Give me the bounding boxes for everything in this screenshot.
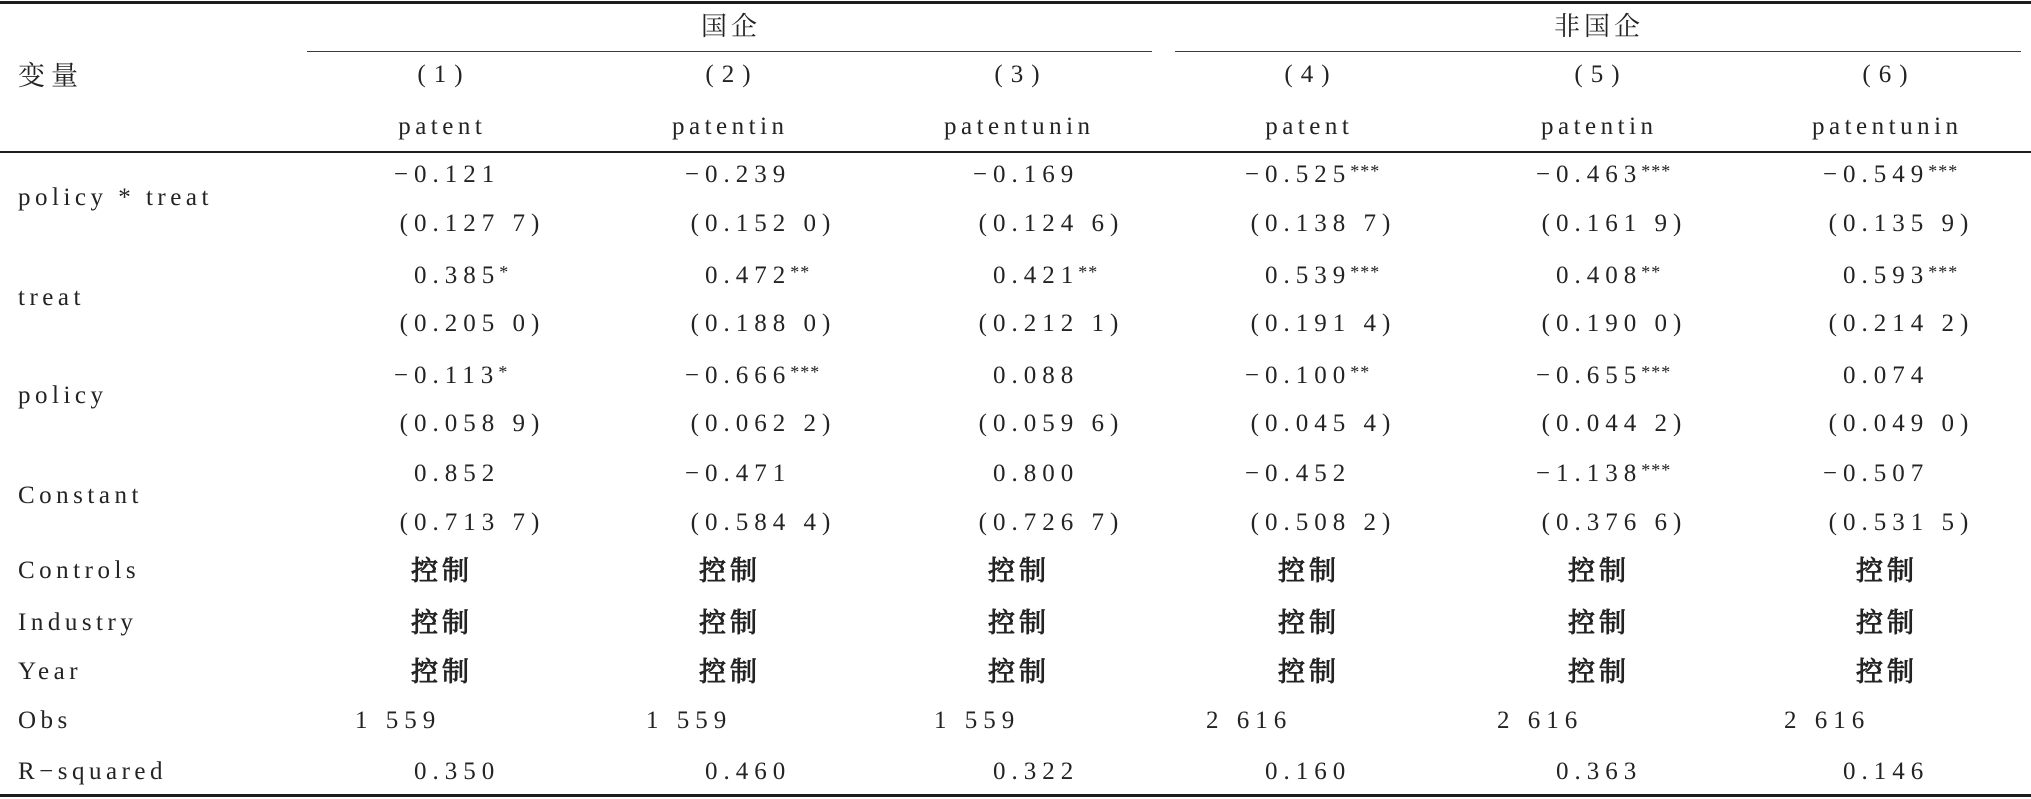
row-label: policy <box>18 382 108 409</box>
coefficient-value: −0.655 <box>1535 362 1643 389</box>
row-label: treat <box>18 284 85 311</box>
coefficient-cell <box>1536 158 1671 192</box>
standard-error-cell: (0.726 7) <box>978 509 1125 536</box>
coefficient-value: 0.800 <box>993 460 1080 487</box>
significance-stars: ** <box>1350 362 1371 382</box>
standard-error-cell: (0.124 6) <box>978 210 1125 237</box>
header-rule <box>0 151 2031 153</box>
significance-stars: *** <box>1641 460 1672 480</box>
dependent-variable: patentin <box>1540 113 1658 140</box>
row-label: Year <box>18 658 83 685</box>
row-label: Industry <box>18 609 138 636</box>
significance-stars: *** <box>1350 262 1381 282</box>
control-indicator-cell: 控制 <box>988 556 1050 586</box>
coefficient-value: −0.666 <box>684 362 792 389</box>
standard-error-cell: (0.191 4) <box>1250 310 1397 337</box>
standard-error-cell: (0.062 2) <box>690 410 837 437</box>
standard-error-cell: (0.212 1) <box>978 310 1125 337</box>
coefficient-cell <box>1823 158 1958 192</box>
standard-error-cell: (0.058 9) <box>399 410 546 437</box>
standard-error-cell: (0.508 2) <box>1250 509 1397 536</box>
column-number: (5) <box>1574 61 1628 88</box>
coefficient-value: −0.239 <box>684 161 792 188</box>
significance-stars: *** <box>1641 362 1672 382</box>
significance-stars: ** <box>790 262 811 282</box>
row-label: R−squared <box>18 758 168 785</box>
control-indicator-cell: 控制 <box>988 608 1050 638</box>
coefficient-cell <box>1823 457 1929 491</box>
standard-error-cell: (0.214 2) <box>1828 310 1975 337</box>
significance-stars: *** <box>790 362 821 382</box>
control-indicator-cell: 控制 <box>411 556 473 586</box>
significance-stars: *** <box>1928 262 1959 282</box>
standard-error-cell: (0.127 7) <box>399 210 546 237</box>
control-indicator-cell: 控制 <box>988 657 1050 687</box>
r-squared-cell: 0.363 <box>1556 758 1643 785</box>
standard-error-cell: (0.531 5) <box>1828 509 1975 536</box>
control-indicator-cell: 控制 <box>699 608 761 638</box>
standard-error-cell: (0.152 0) <box>690 210 837 237</box>
column-number: (6) <box>1862 61 1916 88</box>
coefficient-cell <box>414 457 500 491</box>
control-indicator-cell: 控制 <box>1278 608 1340 638</box>
coefficient-value: 0.385 <box>414 262 501 289</box>
coefficient-value: −0.121 <box>393 161 501 188</box>
coefficient-value: −0.507 <box>1822 460 1930 487</box>
observations-cell: 2 616 <box>1497 707 1584 734</box>
coefficient-value: 0.421 <box>993 262 1080 289</box>
coefficient-value: 0.852 <box>414 460 501 487</box>
top-rule <box>0 1 2031 4</box>
coefficient-cell <box>993 259 1098 293</box>
column-number: (4) <box>1284 61 1338 88</box>
r-squared-cell: 0.350 <box>414 758 501 785</box>
control-indicator-cell: 控制 <box>1568 556 1630 586</box>
coefficient-cell <box>993 457 1079 491</box>
coefficient-value: −1.138 <box>1535 460 1643 487</box>
coefficient-cell <box>973 158 1079 192</box>
coefficient-cell <box>1245 158 1380 192</box>
bottom-rule <box>0 794 2031 797</box>
coefficient-value: −0.471 <box>684 460 792 487</box>
dependent-variable: patent <box>398 113 487 140</box>
observations-cell: 1 559 <box>934 707 1021 734</box>
standard-error-cell: (0.584 4) <box>690 509 837 536</box>
row-label: Obs <box>18 707 72 734</box>
standard-error-cell: (0.044 2) <box>1541 410 1688 437</box>
coefficient-value: 0.472 <box>705 262 792 289</box>
standard-error-cell: (0.135 9) <box>1828 210 1975 237</box>
coefficient-cell <box>394 359 508 393</box>
significance-stars: ** <box>1078 262 1099 282</box>
control-indicator-cell: 控制 <box>411 657 473 687</box>
coefficient-value: −0.113 <box>393 362 500 389</box>
column-number: (2) <box>705 61 759 88</box>
group-header-soe: 国企 <box>700 11 761 41</box>
standard-error-cell: (0.376 6) <box>1541 509 1688 536</box>
coefficient-value: −0.525 <box>1244 161 1352 188</box>
coefficient-cell <box>1843 359 1929 393</box>
control-indicator-cell: 控制 <box>1568 657 1630 687</box>
coefficient-cell <box>1536 457 1671 491</box>
standard-error-cell: (0.045 4) <box>1250 410 1397 437</box>
significance-stars: *** <box>1641 161 1672 181</box>
r-squared-cell: 0.460 <box>705 758 792 785</box>
observations-cell: 1 559 <box>646 707 733 734</box>
coefficient-cell <box>1556 259 1661 293</box>
coefficient-value: 0.408 <box>1556 262 1643 289</box>
dependent-variable: patentunin <box>1811 113 1963 140</box>
coefficient-value: −0.452 <box>1244 460 1352 487</box>
standard-error-cell: (0.059 6) <box>978 410 1125 437</box>
observations-cell: 2 616 <box>1206 707 1293 734</box>
standard-error-cell: (0.190 0) <box>1541 310 1688 337</box>
significance-stars: * <box>498 362 509 382</box>
r-squared-cell: 0.322 <box>993 758 1080 785</box>
coefficient-cell <box>1245 359 1370 393</box>
coefficient-cell <box>705 259 810 293</box>
coefficient-value: −0.549 <box>1822 161 1930 188</box>
standard-error-cell: (0.188 0) <box>690 310 837 337</box>
control-indicator-cell: 控制 <box>1278 556 1340 586</box>
column-number: (1) <box>417 61 471 88</box>
r-squared-cell: 0.146 <box>1843 758 1930 785</box>
significance-stars: *** <box>1350 161 1381 181</box>
r-squared-cell: 0.160 <box>1265 758 1352 785</box>
control-indicator-cell: 控制 <box>1568 608 1630 638</box>
coefficient-cell <box>1843 259 1958 293</box>
control-indicator-cell: 控制 <box>699 657 761 687</box>
control-indicator-cell: 控制 <box>1856 657 1918 687</box>
control-indicator-cell: 控制 <box>411 608 473 638</box>
control-indicator-cell: 控制 <box>699 556 761 586</box>
standard-error-cell: (0.138 7) <box>1250 210 1397 237</box>
standard-error-cell: (0.205 0) <box>399 310 546 337</box>
group-underline-non-soe <box>1175 51 2021 52</box>
column-number: (3) <box>994 61 1048 88</box>
coefficient-value: 0.593 <box>1843 262 1930 289</box>
significance-stars: * <box>499 262 510 282</box>
variable-column-header: 变量 <box>18 61 84 91</box>
row-label: policy * treat <box>18 184 213 211</box>
coefficient-cell <box>1536 359 1671 393</box>
control-indicator-cell: 控制 <box>1856 608 1918 638</box>
coefficient-value: 0.074 <box>1843 362 1930 389</box>
coefficient-cell <box>414 259 509 293</box>
standard-error-cell: (0.161 9) <box>1541 210 1688 237</box>
coefficient-cell <box>394 158 500 192</box>
significance-stars: *** <box>1928 161 1959 181</box>
coefficient-cell <box>685 359 820 393</box>
observations-cell: 1 559 <box>355 707 442 734</box>
coefficient-value: −0.100 <box>1244 362 1352 389</box>
coefficient-value: 0.539 <box>1265 262 1352 289</box>
control-indicator-cell: 控制 <box>1856 556 1918 586</box>
dependent-variable: patentin <box>671 113 789 140</box>
dependent-variable: patentunin <box>943 113 1095 140</box>
coefficient-cell <box>1265 259 1380 293</box>
coefficient-cell <box>685 457 791 491</box>
row-label: Controls <box>18 557 141 584</box>
group-underline-soe <box>307 51 1152 52</box>
row-label: Constant <box>18 482 143 509</box>
observations-cell: 2 616 <box>1784 707 1871 734</box>
control-indicator-cell: 控制 <box>1278 657 1340 687</box>
coefficient-value: −0.463 <box>1535 161 1643 188</box>
coefficient-cell <box>685 158 791 192</box>
significance-stars: ** <box>1641 262 1662 282</box>
standard-error-cell: (0.049 0) <box>1828 410 1975 437</box>
standard-error-cell: (0.713 7) <box>399 509 546 536</box>
coefficient-value: −0.169 <box>972 161 1080 188</box>
coefficient-value: 0.088 <box>993 362 1080 389</box>
dependent-variable: patent <box>1265 113 1354 140</box>
group-header-non-soe: 非国企 <box>1553 11 1644 41</box>
coefficient-cell <box>1245 457 1351 491</box>
coefficient-cell <box>993 359 1079 393</box>
